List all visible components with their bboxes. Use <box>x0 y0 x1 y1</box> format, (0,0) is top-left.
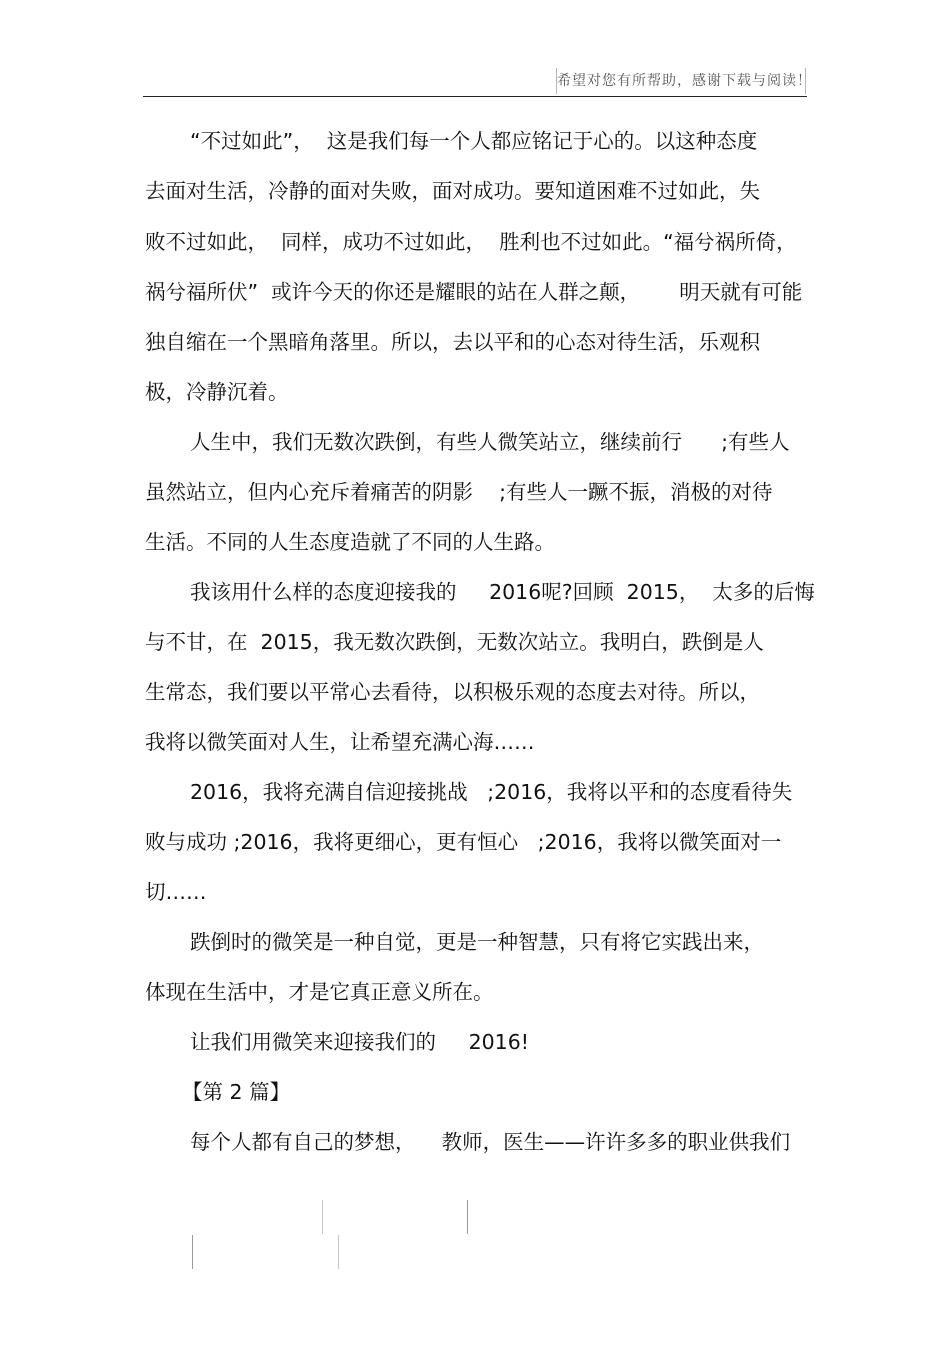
text-line: 跌倒时的微笑是一种自觉，更是一种智慧，只有将它实践出来， <box>190 930 764 954</box>
text-line: 生活。不同的人生态度造就了不同的人生路。 <box>145 530 555 554</box>
text-line: 极，冷静沉着。 <box>145 380 289 404</box>
text-line: “不过如此”， 这是我们每一个人都应铭记于心的。以这种态度 <box>190 129 758 153</box>
text-line: 与不甘，在 2015，我无数次跌倒，无数次站立。我明白，跌倒是人 <box>145 630 764 654</box>
section-heading: 【第 2 篇】 <box>182 1080 291 1104</box>
text-line: 我将以微笑面对人生，让希望充满心海…… <box>145 730 535 754</box>
text-line: 让我们用微笑来迎接我们的 2016! <box>190 1030 529 1054</box>
text-line: 败与成功 ;2016，我将更细心，更有恒心 ;2016，我将以微笑面对一 <box>145 830 782 854</box>
text-line: 人生中，我们无数次跌倒，有些人微笑站立，继续前行 ;有些人 <box>190 430 790 454</box>
text-line: 切…… <box>145 880 207 904</box>
text-line: 每个人都有自己的梦想， 教师，医生——许许多多的职业供我们 <box>190 1130 791 1154</box>
text-line: 祸兮福所伏” 或许今天的你还是耀眼的站在人群之颠， 明天就有可能 <box>145 280 803 304</box>
text-line: 体现在生活中，才是它真正意义所在。 <box>145 980 494 1004</box>
header-note: 希望对您有所帮助，感谢下载与阅读！ <box>556 68 806 94</box>
header-rule <box>143 96 807 97</box>
text-line: 败不过如此， 同样，成功不过如此， 胜利也不过如此。“福兮祸所倚， <box>145 230 797 254</box>
scan-artifact-mark <box>192 1235 193 1269</box>
text-line: 虽然站立，但内心充斥着痛苦的阴影 ;有些人一蹶不振，消极的对待 <box>145 480 773 504</box>
text-line: 我该用什么样的态度迎接我的 2016呢?回顾 2015， 太多的后悔 <box>190 580 815 604</box>
text-line: 生常态，我们要以平常心去看待，以积极乐观的态度去对待。所以， <box>145 680 760 704</box>
text-line: 2016，我将充满自信迎接挑战 ;2016，我将以平和的态度看待失 <box>190 780 793 804</box>
scan-artifact-mark <box>322 1200 323 1234</box>
text-line: 独自缩在一个黑暗角落里。所以，去以平和的心态对待生活，乐观积 <box>145 330 760 354</box>
scan-artifact-mark <box>338 1235 339 1269</box>
text-line: 去面对生活，冷静的面对失败，面对成功。要知道困难不过如此，失 <box>145 179 760 203</box>
scan-artifact-mark <box>467 1200 468 1234</box>
